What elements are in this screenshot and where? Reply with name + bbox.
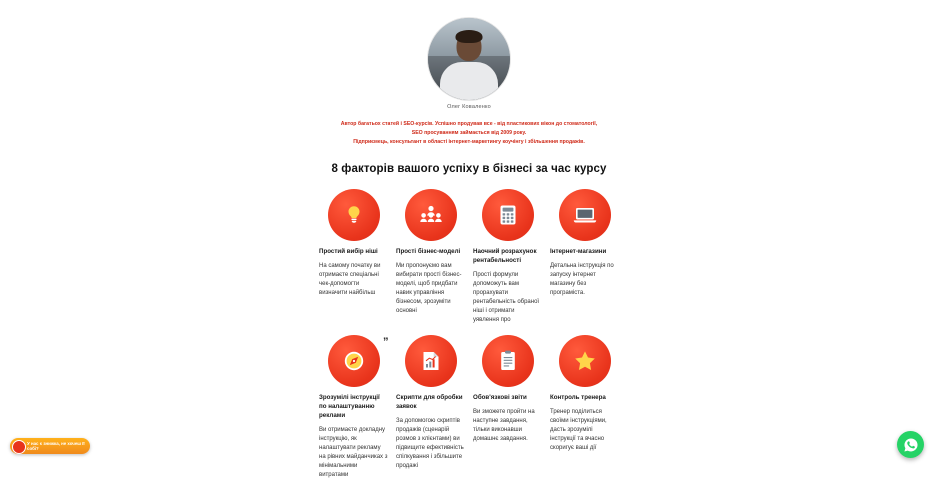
page-content [319, 0, 619, 480]
bio-line-1: Автор багатьох статей і SEO-курсів. Успішно продував все - від пластикових вікон до стоматології, [340, 121, 598, 127]
profile-bio [319, 120, 619, 147]
whatsapp-button[interactable] [897, 431, 924, 458]
feature-card [396, 189, 465, 325]
features-grid [319, 189, 619, 480]
feature-card [396, 335, 465, 480]
feature-text: Ви зможете пройти на наступне завдання, тільки виконавши домашнє завдання. [473, 409, 535, 443]
clipboard-icon [482, 335, 534, 387]
promo-badge-icon [12, 440, 26, 454]
calculator-icon [482, 189, 534, 241]
feature-card [550, 189, 619, 325]
avatar-hair [456, 30, 483, 43]
feature-title: Обов'язкові звіти [473, 394, 527, 402]
promo-badge-label: У нас є знижка, не хочеш її собі? [27, 440, 85, 451]
feature-title: Прості бізнес-моделі [396, 248, 461, 256]
feature-card [473, 335, 542, 480]
feature-text: Детальна інструкція по запуску інтернет магазину без програміста. [550, 263, 614, 297]
section-title: 8 факторів вашого успіху в бізнесі за час курсу [331, 163, 607, 176]
feature-text: На самому початку ви отримаєте спеціальні чек-допомогти визначити найбільш [319, 263, 381, 297]
avatar-body [440, 62, 498, 100]
lightbulb-icon [328, 189, 380, 241]
promo-badge[interactable] [10, 438, 90, 454]
avatar-wrapper [319, 18, 619, 100]
feature-card [473, 189, 542, 325]
feature-text: Ви отримаєте докладну інструкцію, як налаштувати рекламу на рівних майданчиках з мінімальними витратами [319, 427, 388, 479]
chart-document-icon [405, 335, 457, 387]
star-icon [559, 335, 611, 387]
feature-text: За допомогою скриптів продажів (сценарій розмов з клієнтами) ви підвищите ефективність спілкування і збільшите продажі [396, 418, 464, 470]
compass-icon [328, 335, 389, 387]
feature-text: Тренер поділиться своїми інструкціями, дасть зрозумілі інструкції та вчасно скоригує ваші дії [550, 409, 607, 452]
feature-text: Ми пропонуємо вам вибирати прості бізнес-моделі, щоб придбати навик управління бізнесом, зрозуміти основні [396, 263, 462, 315]
bio-line-2: SEO просуванням займається від 2009 року. [411, 130, 527, 137]
avatar [428, 18, 510, 100]
feature-title: Простий вибір ніші [319, 248, 378, 256]
feature-card [319, 335, 388, 480]
laptop-icon [559, 189, 611, 241]
profile-name: Олег Коваленко [447, 104, 491, 110]
feature-title: Зрозумілі інструкції по налаштуванню реклами [319, 394, 380, 420]
feature-title: Наочний розрахунок рентабельності [473, 248, 537, 265]
bio-line-3: Підприємець, консультант в області інтернет-маркетингу коучінгу і збільшення продажів. [353, 139, 585, 146]
quote-mark: ” [383, 336, 389, 349]
feature-title: Контроль тренера [550, 394, 606, 402]
feature-card [550, 335, 619, 480]
feature-title: Інтернет-магазини [550, 248, 607, 256]
people-group-icon [405, 189, 457, 241]
feature-card [319, 189, 388, 325]
feature-text: Прості формули допоможуть вам прорахувати рентабельність обраної ніші і отримати уявлення про [473, 272, 540, 324]
feature-title: Скрипти для обробки заявок [396, 394, 463, 411]
